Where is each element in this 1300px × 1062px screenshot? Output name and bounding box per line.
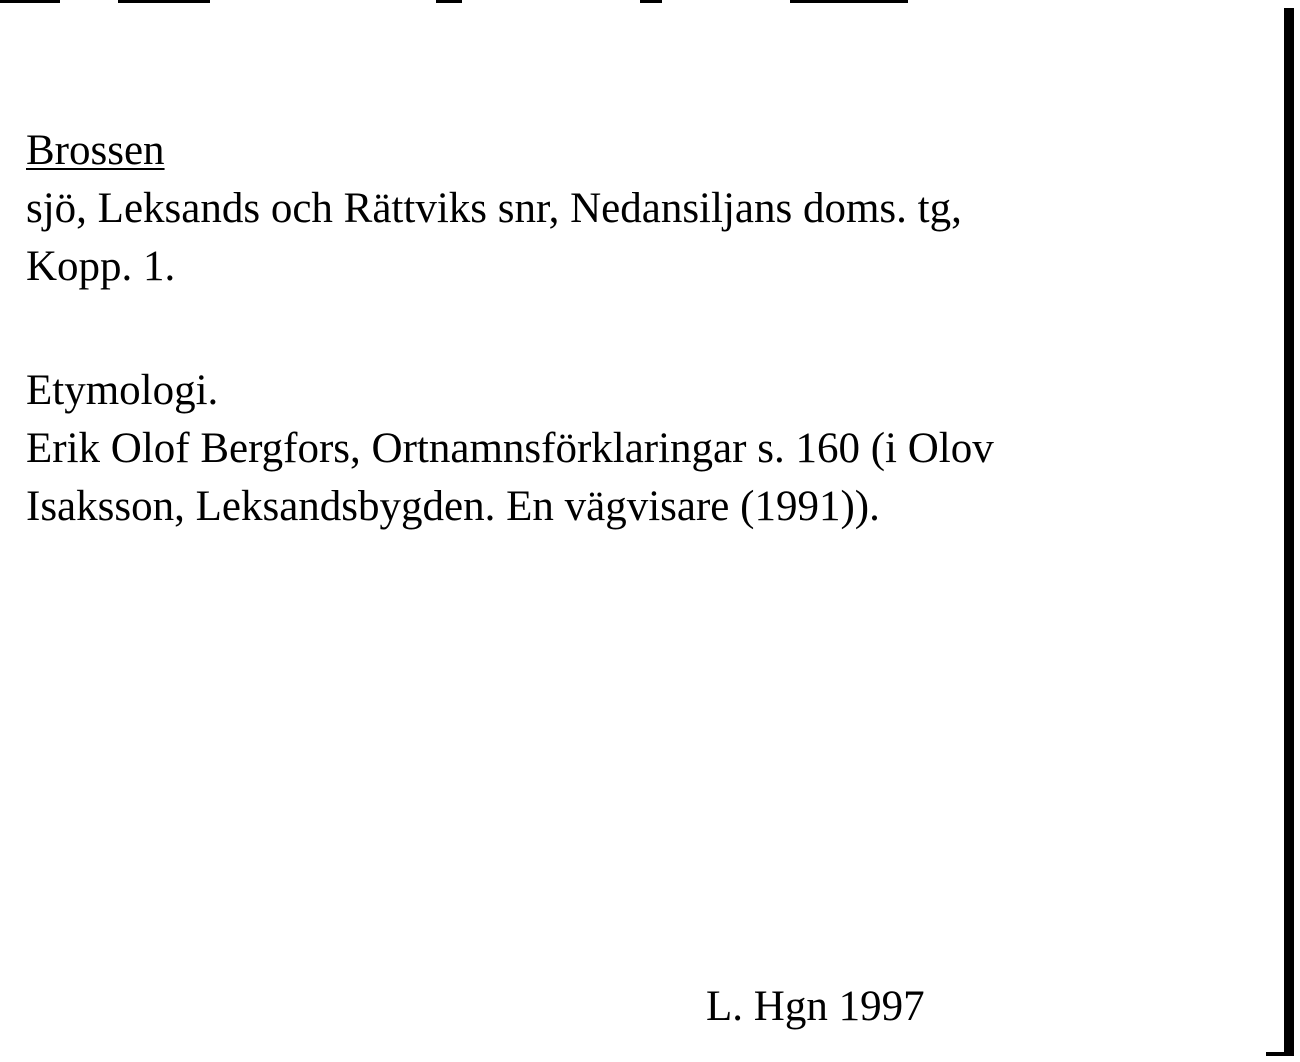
place-entry: [26, 122, 962, 296]
reference-line: Erik Olof Bergfors, Ortnamnsförklaringar s. 160 (i Olov: [26, 425, 994, 472]
card-edge: [1284, 8, 1294, 1054]
scan-artifact: [118, 0, 210, 3]
card-edge-corner: [1266, 1052, 1294, 1056]
etymology-section: [26, 362, 994, 536]
description-line: sjö, Leksands och Rättviks snr, Nedansiljans doms. tg,: [26, 185, 962, 232]
description-line: Kopp. 1.: [26, 243, 176, 290]
scan-artifact: [436, 0, 462, 3]
scan-artifact: [790, 0, 908, 3]
reference-line: Isaksson, Leksandsbygden. En vägvisare (1991)).: [26, 483, 880, 530]
signature: L. Hgn 1997: [706, 983, 925, 1030]
etymology-heading: Etymologi.: [26, 367, 219, 414]
place-name-title: Brossen: [26, 127, 165, 174]
scan-artifact: [640, 0, 662, 3]
scan-artifact: [0, 0, 60, 3]
